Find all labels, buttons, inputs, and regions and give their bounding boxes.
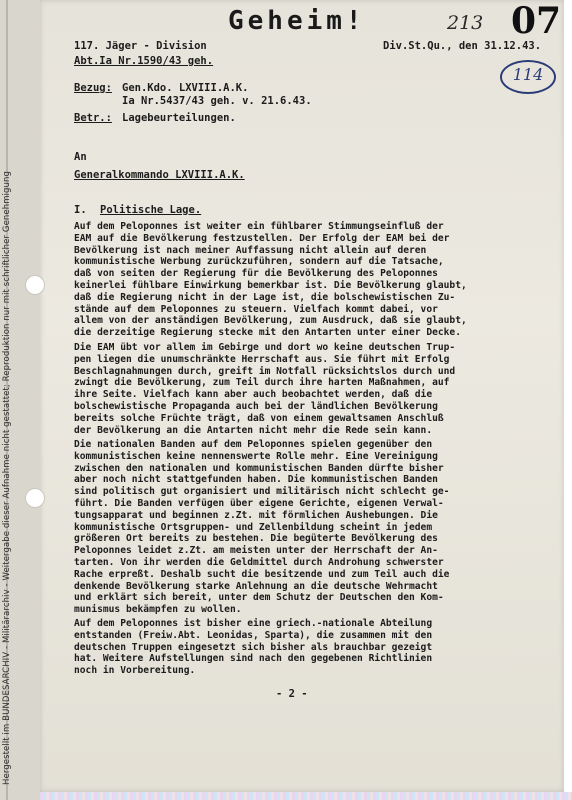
text-line: tarten. Von ihr werden die Geldmittel durch Androhung schwerster <box>74 556 444 568</box>
text-line: zwischen den nationalen und kommunistischen Banden dürfte bisher <box>74 462 444 474</box>
text-line: noch in Vorbereitung. <box>74 665 196 677</box>
text-line: deutschen Truppen eingesetzt sich bisher als brauchbar gezeigt <box>74 641 433 653</box>
section-number: I. <box>74 204 87 216</box>
place-date: Div.St.Qu., den 31.12.43. <box>383 40 542 52</box>
reference-number: Abt.Ia Nr.1590/43 geh. <box>74 55 214 67</box>
bezug-line-1: Gen.Kdo. LXVIII.A.K. <box>122 82 249 94</box>
text-line: bereits solche Früchte trägt, daß von einem gewaltsamen Anschluß <box>74 412 444 424</box>
text-line: Die nationalen Banden auf dem Peloponnes spielen gegenüber den <box>74 439 433 450</box>
text-line: denkende Bevölkerung starke Anlehnung an die deutsche Wehrmacht <box>74 580 438 592</box>
text-line: kommunistischen keine nennenswerte Rolle mehr. Eine Vereinigung <box>74 450 438 462</box>
text-line: und erklärt sich bereit, unter dem Schutz der Deutschen den Kom- <box>74 592 444 604</box>
section-title: Politische Lage. <box>100 204 202 216</box>
text-line: Die EAM übt vor allem im Gebirge und dort wo keine deutschen Trup- <box>74 342 456 353</box>
text-line: allem von der anständigen Bevölkerung, zum Ausdruck, daß sie glaubt, <box>74 315 467 327</box>
page-marker: - 2 - <box>276 688 308 700</box>
handwritten-number: 213 <box>447 12 484 34</box>
text-line: Auf dem Peloponnes ist bisher eine griech.-nationale Abteilung <box>74 618 433 629</box>
text-line: bolschewistische Propaganda auch bei der ländlichen Bevölkerung <box>74 400 438 412</box>
text-line: tungsapparat und beginnen z.Zt. mit förmlichen Aushebungen. Die <box>74 509 438 521</box>
classification-stamp: Geheim! <box>228 6 366 36</box>
circled-number: 114 <box>512 65 544 84</box>
text-line: zwingt die Bevölkerung, zum Teil durch ihre harten Maßnahmen, auf <box>74 377 450 389</box>
bezug-label: Bezug: <box>74 82 112 94</box>
text-line: Beschlagnahmungen durch, greift im Notfall rücksichtslos durch und <box>74 365 456 377</box>
punch-hole-icon <box>26 276 44 294</box>
text-line: größeren Ort bereits zu bestehen. Die begüterte Bevölkerung des <box>74 533 438 545</box>
text-line: kommunistische Werbung zurückzuführen, sondern auf die Tatsache, <box>74 256 444 268</box>
text-line: EAM auf die Bevölkerung festzustellen. Der Erfolg der EAM bei der <box>74 232 450 244</box>
text-line: sind politisch gut organisiert und militärisch nicht schlecht ge- <box>74 486 450 498</box>
paragraph-3 <box>74 439 554 616</box>
text-line: daß von seiten der Regierung für die Bevölkerung des Peloponnes <box>74 268 438 280</box>
text-line: Auf dem Peloponnes ist weiter ein fühlbarer Stimmungseinfluß der <box>74 221 444 232</box>
archive-note: Hergestellt im BUNDESARCHIV - Militärarchiv - Weitergabe dieser Aufnahme nicht gestattet; Reproduktion nur mit schriftlicher Genehmigung <box>2 170 12 785</box>
text-line: pen liegen die unumschränkte Herrschaft aus. Sie führt mit Erfolg <box>74 353 450 365</box>
page-stamp-number: 07 <box>511 0 562 42</box>
paragraph-1 <box>74 221 554 339</box>
text-line: Peloponnes leidet z.Zt. am meisten unter der Herrschaft der An- <box>74 545 438 557</box>
text-line: kommunistische Ortsgruppen- und Zellenbildung scheint in jedem <box>74 521 433 533</box>
text-line: hat. Weitere Aufstellungen sind nach den gegebenen Richtlinien <box>74 653 433 665</box>
text-line: der Bevölkerung an die Antarten nicht mehr die Rede sein kann. <box>74 424 433 436</box>
scan-edge-strip <box>40 792 572 800</box>
text-line: entstanden (Freiw.Abt. Leonidas, Sparta), die zusammen mit den <box>74 629 433 641</box>
paragraph-2 <box>74 342 554 436</box>
archive-margin <box>0 0 40 800</box>
text-line: stände auf dem Peloponnes zu steuern. Vielfach kommt dabei, vor <box>74 303 438 315</box>
betreff-text: Lagebeurteilungen. <box>122 112 236 124</box>
text-line: aber noch nicht stattgefunden haben. Die kommunistischen Banden <box>74 474 438 486</box>
text-line: ihre Seite. Vielfach kann aber auch beobachtet werden, daß die <box>74 389 433 401</box>
text-line: führt. Die Banden verfügen über eigene Gerichte, eigenen Verwal- <box>74 497 444 509</box>
unit-name: 117. Jäger - Division <box>74 40 207 52</box>
recipient-an: An <box>74 151 87 163</box>
punch-hole-icon <box>26 489 44 507</box>
text-line: Bevölkerung ist nach meiner Auffassung nicht allein auf deren <box>74 244 427 256</box>
text-line: die derzeitige Regierung stecke mit den Antarten unter einer Decke. <box>74 327 461 339</box>
text-line: daß die Regierung nicht in der Lage ist, die bolschewistischen Zu- <box>74 291 456 303</box>
text-line: munismus bekämpfen zu wollen. <box>74 604 242 616</box>
text-line: keinerlei fühlbare Einwirkung bemerkbar ist. Die Bevölkerung glaubt, <box>74 279 467 291</box>
circled-number-stamp <box>500 60 556 94</box>
recipient-name: Generalkommando LXVIII.A.K. <box>74 169 245 181</box>
betreff-label: Betr.: <box>74 112 112 124</box>
text-line: Rache erpreßt. Deshalb sucht die besitzende und zum Teil auch die <box>74 568 450 580</box>
paragraph-4 <box>74 618 554 677</box>
bezug-line-2: Ia Nr.5437/43 geh. v. 21.6.43. <box>122 95 312 107</box>
